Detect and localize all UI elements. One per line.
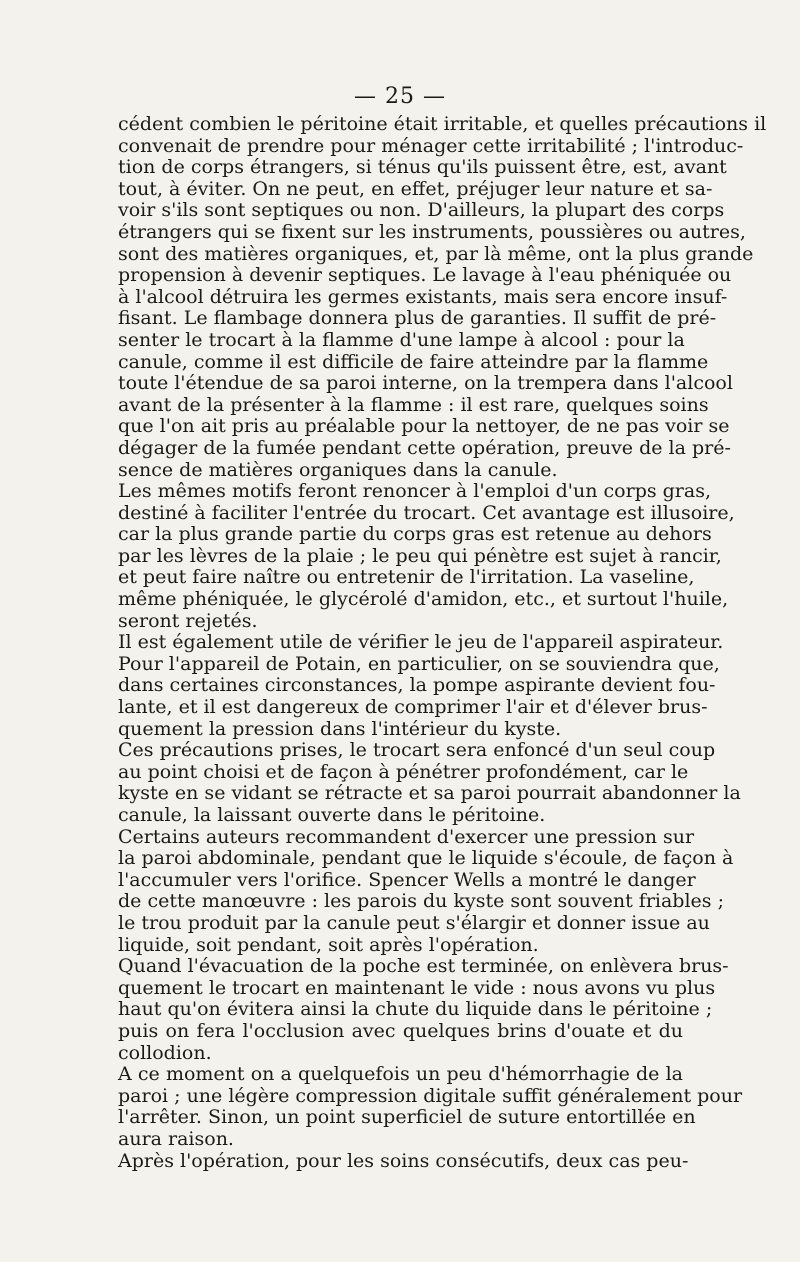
text-line: Ces précautions prises, le trocart sera enfoncé d'un seul coup (118, 739, 716, 762)
text-line: A ce moment on a quelquefois un peu d'hémorrhagie de la (118, 1063, 683, 1086)
text-line: canule, la laissant ouverte dans le péritoine. (118, 804, 546, 826)
text-line: par les lèvres de la plaie ; le peu qui pénètre est sujet à rancir, (118, 544, 722, 567)
text-line: la paroi abdominale, pendant que le liquide s'écoule, de façon à (118, 847, 734, 870)
text-line: dans certaines circonstances, la pompe aspirante devient fou- (118, 674, 716, 697)
text-line: et peut faire naître ou entretenir de l'irritation. La vaseline, (118, 566, 695, 589)
text-line: tion de corps étrangers, si ténus qu'ils puissent être, est, avant (118, 156, 727, 179)
text-line: destiné à faciliter l'entrée du trocart. Cet avantage est illusoire, (118, 501, 735, 524)
text-line: haut qu'on évitera ainsi la chute du liquide dans le péritoine ; (118, 998, 713, 1021)
text-line: l'accumuler vers l'orifice. Spencer Wells a montré le danger (118, 868, 696, 891)
page-number: — 25 — (354, 84, 446, 109)
text-line: puis on fera l'occlusion avec quelques brins d'ouate et du (118, 1019, 683, 1042)
text-line: paroi ; une légère compression digitale suffit généralement pour (118, 1084, 743, 1107)
text-line: kyste en se vidant se rétracte et sa paroi pourrait abandonner la (118, 782, 741, 805)
text-line: même phéniquée, le glycérolé d'amidon, etc., et surtout l'huile, (118, 588, 729, 611)
text-line: Pour l'appareil de Potain, en particulier, on se souviendra que, (118, 652, 720, 675)
text-line: dégager de la fumée pendant cette opération, preuve de la pré- (118, 436, 731, 459)
text-line: Quand l'évacuation de la poche est terminée, on enlèvera brus- (118, 955, 729, 978)
text-line: convenait de prendre pour ménager cette irritabilité ; l'introduc- (118, 134, 744, 157)
body-text (118, 113, 767, 1172)
text-line: quement le trocart en maintenant le vide : nous avons vu plus (118, 976, 716, 999)
text-line: au point choisi et de façon à pénétrer profondément, car le (118, 760, 689, 783)
text-line: que l'on ait pris au préalable pour la nettoyer, de ne pas voir se (118, 415, 730, 438)
text-line: cédent combien le péritoine était irritable, et quelles précautions il (118, 113, 767, 135)
text-line: Les mêmes motifs feront renoncer à l'emploi d'un corps gras, (118, 480, 712, 503)
text-line: propension à devenir septiques. Le lavage à l'eau phéniquée ou (118, 264, 732, 287)
text-line: à l'alcool détruira les germes existants, mais sera encore insuf- (118, 285, 728, 308)
text-line: aura raison. (118, 1127, 234, 1150)
text-line: fisant. Le flambage donnera plus de garanties. Il suffit de pré- (118, 307, 717, 330)
text-line: collodion. (118, 1041, 212, 1064)
text-line: seront rejetés. (118, 609, 258, 632)
text-line: le trou produit par la canule peut s'élargir et donner issue au (118, 911, 710, 934)
text-line: tout, à éviter. On ne peut, en effet, préjuger leur nature et sa- (118, 177, 713, 200)
text-line: étrangers qui se fixent sur les instruments, poussières ou autres, (118, 220, 746, 243)
text-line: quement la pression dans l'intérieur du kyste. (118, 717, 562, 740)
text-line: avant de la présenter à la flamme : il est rare, quelques soins (118, 393, 709, 416)
text-line: canule, comme il est difficile de faire atteindre par la flamme (118, 350, 709, 373)
text-line: liquide, soit pendant, soit après l'opération. (118, 933, 539, 956)
text-line: voir s'ils sont septiques ou non. D'ailleurs, la plupart des corps (118, 199, 725, 222)
text-line: lante, et il est dangereux de comprimer l'air et d'élever brus- (118, 696, 708, 719)
text-line: Certains auteurs recommandent d'exercer une pression sur (118, 825, 695, 848)
text-line: sence de matières organiques dans la canule. (118, 458, 558, 481)
text-line: sont des matières organiques, et, par là même, ont la plus grande (118, 242, 754, 265)
text-line: Il est également utile de vérifier le jeu de l'appareil aspirateur. (118, 631, 724, 654)
text-line: de cette manœuvre : les parois du kyste sont souvent friables ; (118, 890, 724, 913)
text-line: senter le trocart à la flamme d'une lampe à alcool : pour la (118, 328, 685, 351)
text-line: toute l'étendue de sa paroi interne, on la trempera dans l'alcool (118, 372, 733, 395)
text-line: car la plus grande partie du corps gras est retenue au dehors (118, 523, 712, 546)
text-line: l'arrêter. Sinon, un point superficiel de suture entortillée en (118, 1106, 696, 1129)
text-line: Après l'opération, pour les soins consécutifs, deux cas peu- (118, 1149, 689, 1172)
